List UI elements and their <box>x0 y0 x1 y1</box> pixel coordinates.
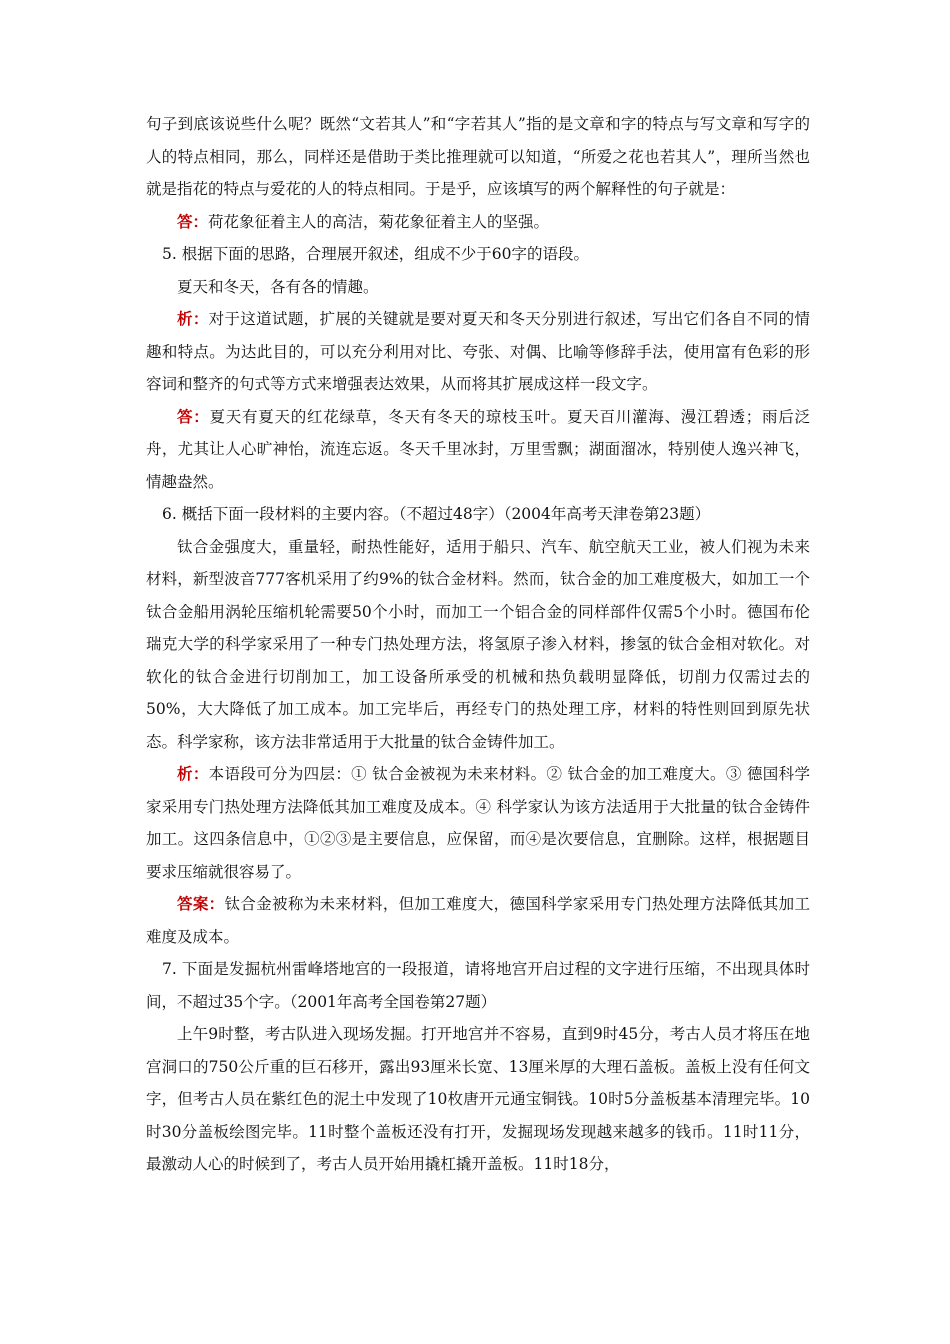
analysis-text: 对于这道试题，扩展的关键就是要对夏天和冬天分别进行叙述，写出它们各自不同的情趣和特点。为达此目的，可以充分利用对比、夸张、对偶、比喻等修辞手法，使用富有色彩的形容词和整齐的句式等方式来增强表达效果，从而将其扩展成这样一段文字。 <box>146 310 810 393</box>
continuation-paragraph: 句子到底该说些什么呢？既然“文若其人”和“字若其人”指的是文章和字的特点与写文章和写字的人的特点相同，那么，同样还是借助于类比推理就可以知道，“所爱之花也若其人”，理所当然也就是指花的特点与爱花的人的特点相同。于是乎，应该填写的两个解释性的句子就是： <box>146 115 810 198</box>
question-5: 5. 根据下面的思路，合理展开叙述，组成不少于60字的语段。 <box>162 245 589 263</box>
answer-label: 答： <box>177 406 210 426</box>
analysis-label: 析： <box>177 309 209 328</box>
question-7: 7. 下面是发掘杭州雷峰塔地宫的一段报道，请将地宫开启过程的文字进行压缩，不出现具体时间，不超过35个字。（2001年高考全国卷第27题） <box>146 960 810 1011</box>
answer-paragraph <box>146 206 810 239</box>
answer-paragraph <box>146 888 810 953</box>
material-paragraph: 钛合金强度大，重量轻，耐热性能好，适用于船只、汽车、航空航天工业，被人们视为未来材料，新型波音777客机采用了约9%的钛合金材料。然而，钛合金的加工难度极大，如加工一个钛合金船用涡轮压缩机轮需要50个小时，而加工一个铝合金的同样部件仅需5个小时。德国布伦瑞克大学的科学家采用了一种专门热处理方法，将氢原子渗入材料，掺氢的钛合金相对软化。对软化的钛合金进行切削加工，加工设备所承受的机械和热负载明显降低，切削力仅需过去的50%，大大降低了加工成本。加工完毕后，再经专门的热处理工序，材料的特性则回到原先状态。科学家称，该方法非常适用于大批量的钛合金铸件加工。 <box>146 537 810 751</box>
analysis-text: 本语段可分为四层：① 钛合金被视为未来材料。② 钛合金的加工难度大。③ 德国科学家采用专门热处理方法降低其加工难度及成本。④ 科学家认为该方法适用于大批量的钛合金铸件加工。这四条信息中，①②③是主要信息，应保留，而④是次要信息，宜删除。这样，根据题目要求压缩就很容易了。 <box>146 765 810 881</box>
answer-paragraph <box>146 401 810 499</box>
answer-label: 答案： <box>177 894 225 913</box>
answer-text: 夏天有夏天的红花绿草，冬天有冬天的琼枝玉叶。夏天百川灌海、漫江碧透；雨后泛舟，尤其让人心旷神怡，流连忘返。冬天千里冰封，万里雪飘；湖面溜冰，特别使人逸兴神飞，情趣盎然。 <box>146 407 810 491</box>
material-paragraph: 上午9时整，考古队进入现场发掘。打开地宫并不容易，直到9时45分，考古人员才将压在地宫洞口的750公斤重的巨石移开，露出93厘米长宽、13厘米厚的大理石盖板。盖板上没有任何文字，但考古人员在紫红色的泥土中发现了10枚唐开元通宝铜钱。10时5分盖板基本清理完毕。10时30分盖板绘图完毕。11时整个盖板还没有打开，发掘现场发现越来越多的钱币。11时11分，最激动人心的时候到了，考古人员开始用撬杠撬开盖板。11时18分， <box>146 1025 810 1173</box>
answer-text: 荷花象征着主人的高洁，菊花象征着主人的坚强。 <box>208 212 550 231</box>
analysis-label: 析： <box>177 764 209 783</box>
answer-label: 答： <box>177 211 209 231</box>
document-body <box>146 108 810 1181</box>
question-6: 6. 概括下面一段材料的主要内容。（不超过48字）（2004年高考天津卷第23题） <box>162 505 711 523</box>
material-paragraph: 夏天和冬天，各有各的情趣。 <box>177 277 379 296</box>
answer-text: 钛合金被称为未来材料，但加工难度大，德国科学家采用专门热处理方法降低其加工难度及成本。 <box>146 895 810 946</box>
analysis-paragraph <box>146 303 810 401</box>
analysis-paragraph <box>146 758 810 888</box>
